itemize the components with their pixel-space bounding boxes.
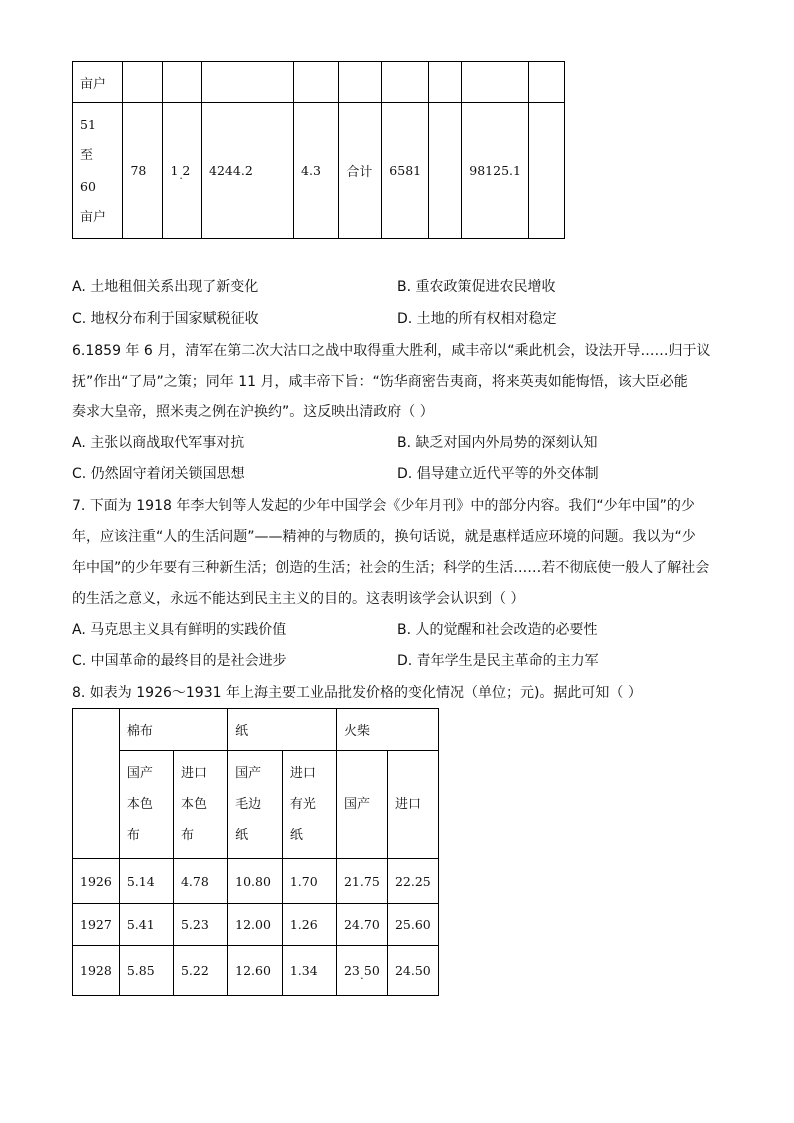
table-year-cell: 1926: [73, 859, 120, 904]
table-cell: [339, 62, 382, 103]
table-cell: [163, 62, 202, 103]
table-row: [73, 103, 565, 239]
table-year-cell: 1928: [73, 946, 120, 996]
table-cell: [202, 62, 294, 103]
table-cell: 23 50 ·: [336, 946, 387, 996]
table-cell: [429, 62, 462, 103]
table-cell-label: 51 至 60 亩户: [73, 103, 123, 239]
q7-option-a[interactable]: A. 马克思主义具有鲜明的实践价值: [72, 622, 287, 638]
table-cell: 1.34: [282, 946, 336, 996]
table-cell: [529, 103, 565, 239]
table-group-header: 棉布: [119, 709, 227, 751]
table-subheader: 进口 本色 布: [173, 751, 227, 859]
table-cell: [294, 62, 339, 103]
q6-option-a[interactable]: A. 主张以商战取代军事对抗: [72, 435, 245, 451]
table-cell: 1.70: [282, 859, 336, 904]
q7-option-b[interactable]: B. 人的觉醒和社会改造的必要性: [397, 622, 598, 638]
table-corner-cell: [73, 709, 120, 859]
table-cell: 合计: [339, 103, 382, 239]
table-cell: 4.78: [173, 859, 227, 904]
q7-option-d[interactable]: D. 青年学生是民主革命的主力军: [397, 653, 599, 669]
table-cell: [529, 62, 565, 103]
table-subheader: 进口: [387, 751, 438, 859]
table-cell: 22.25: [387, 859, 438, 904]
table-cell: 1 2 ·: [163, 103, 202, 239]
table-cell: 21.75: [336, 859, 387, 904]
table-group-header: 纸: [228, 709, 337, 751]
table-cell: [462, 62, 529, 103]
table-cell: 5.22: [173, 946, 227, 996]
table-subheader-row: [73, 751, 439, 859]
q5-option-c[interactable]: C. 地权分布利于国家赋税征收: [72, 311, 259, 327]
q6-option-d[interactable]: D. 倡导建立近代平等的外交体制: [397, 466, 599, 482]
q6-option-b[interactable]: B. 缺乏对国内外局势的深刻认知: [397, 435, 598, 451]
table-cell: 4.3: [294, 103, 339, 239]
table-cell: 1.26: [282, 904, 336, 946]
table-cell: 5.23: [173, 904, 227, 946]
table-subheader: 国产: [336, 751, 387, 859]
table-row: [73, 62, 565, 103]
table-cell: 98125.1: [462, 103, 529, 239]
q6-stem-line: 奏求大皇帝，照米夷之例在沪换约”。这反映出清政府（ ）: [72, 404, 434, 420]
table-subheader: 国产 毛边 纸: [228, 751, 283, 859]
table-cell: 10.80: [228, 859, 283, 904]
table-row: [73, 904, 439, 946]
q6-option-c[interactable]: C. 仍然固守着闭关锁国思想: [72, 466, 245, 482]
q7-stem-line: 7. 下面为 1918 年李大钊等人发起的少年中国学会《少年月刊》中的部分内容。我们“少年中国”的少: [72, 498, 695, 514]
table-cell: 4244.2: [202, 103, 294, 239]
table-year-cell: 1927: [73, 904, 120, 946]
q7-stem-line: 年中国”的少年要有三种新生活；创造的生活；社会的生活；科学的生活……若不彻底使一般人了解社会: [72, 560, 710, 576]
table-cell: [123, 62, 163, 103]
q6-stem-line: 6.1859 年 6 月，清军在第二次大沽口之战中取得重大胜利，咸丰帝以“乘此机会，设法开导……归于议: [72, 343, 711, 359]
q8-stem: 8. 如表为 1926～1931 年上海主要工业品批发价格的变化情况（单位；元)。据此可知（ ）: [72, 685, 642, 701]
q5-option-b[interactable]: B. 重农政策促进农民增收: [397, 279, 556, 295]
table-subheader: 进口 有光 纸: [282, 751, 336, 859]
q7-stem-line: 年，应该注重“人的生活问题”——精神的与物质的，换句话说，就是惠样适应环境的问题。我以为“少: [72, 529, 696, 545]
price-table: [72, 708, 439, 996]
table-cell: 6581: [382, 103, 429, 239]
table-cell: 24.50: [387, 946, 438, 996]
table-cell: 78: [123, 103, 163, 239]
table-cell: 24.70: [336, 904, 387, 946]
table-cell: 5.85: [119, 946, 173, 996]
table-cell: 12.60: [228, 946, 283, 996]
land-table: [72, 61, 565, 239]
table-subheader: 国产 本色 布: [119, 751, 173, 859]
q5-option-d[interactable]: D. 土地的所有权相对稳定: [397, 311, 557, 327]
table-header-row: [73, 709, 439, 751]
table-group-header: 火柴: [336, 709, 438, 751]
q7-stem-line: 的生活之意义，永远不能达到民主主义的目的。这表明该学会认识到（ ）: [72, 591, 525, 607]
table-row: [73, 859, 439, 904]
table-cell: 5.14: [119, 859, 173, 904]
table-cell: [382, 62, 429, 103]
table-cell: 亩户: [73, 62, 123, 103]
table-cell: 12.00: [228, 904, 283, 946]
table-cell: 25.60: [387, 904, 438, 946]
table-cell: [429, 103, 462, 239]
q6-stem-line: 抚”作出“了局”之策；同年 11 月，咸丰帝下旨：“饬华商密告夷商，将来英夷如能悔悟，该大臣必能: [72, 374, 688, 390]
table-cell: 5.41: [119, 904, 173, 946]
q7-option-c[interactable]: C. 中国革命的最终目的是社会进步: [72, 653, 287, 669]
q5-option-a[interactable]: A. 土地租佃关系出现了新变化: [72, 279, 259, 295]
table-row: [73, 946, 439, 996]
